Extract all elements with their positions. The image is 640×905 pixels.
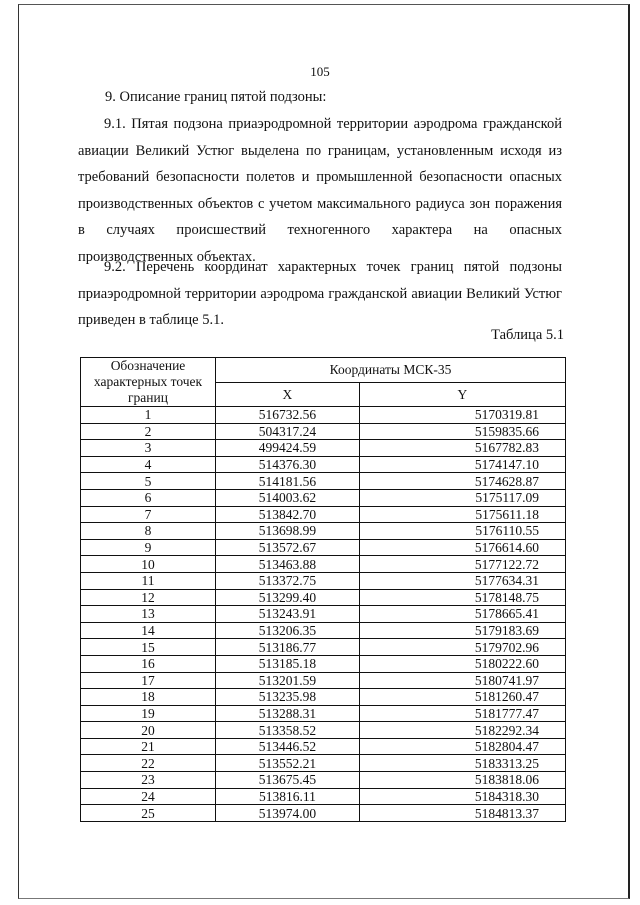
- table-row: [81, 639, 566, 656]
- cell-point-number: 1: [81, 407, 216, 424]
- cell-y: 5177634.31: [359, 572, 565, 589]
- cell-point-number: 17: [81, 672, 216, 689]
- cell-point-number: 25: [81, 805, 216, 822]
- cell-y: 5179183.69: [359, 622, 565, 639]
- cell-point-number: 8: [81, 523, 216, 540]
- table-row: [81, 722, 566, 739]
- cell-x: 513463.88: [216, 556, 360, 573]
- cell-x: 514003.62: [216, 489, 360, 506]
- cell-y: 5174628.87: [359, 473, 565, 490]
- cell-x: 513816.11: [216, 788, 360, 805]
- cell-x: 514181.56: [216, 473, 360, 490]
- cell-point-number: 21: [81, 738, 216, 755]
- cell-x: 513201.59: [216, 672, 360, 689]
- cell-x: 514376.30: [216, 456, 360, 473]
- cell-x: 513698.99: [216, 523, 360, 540]
- table-row: [81, 407, 566, 424]
- table-row: [81, 606, 566, 623]
- page-number: 105: [310, 64, 330, 79]
- table-row: [81, 755, 566, 772]
- cell-y: 5176110.55: [359, 523, 565, 540]
- cell-point-number: 16: [81, 655, 216, 672]
- cell-x: 513235.98: [216, 689, 360, 706]
- cell-x: 513186.77: [216, 639, 360, 656]
- cell-point-number: 22: [81, 755, 216, 772]
- cell-point-number: 5: [81, 473, 216, 490]
- cell-x: 513572.67: [216, 539, 360, 556]
- cell-y: 5170319.81: [359, 407, 565, 424]
- cell-y: 5180222.60: [359, 655, 565, 672]
- header-point-designation: Обозначение характерных точек границ: [81, 358, 216, 407]
- cell-y: 5180741.97: [359, 672, 565, 689]
- header-y: Y: [359, 382, 565, 407]
- table-caption: Таблица 5.1: [491, 327, 564, 343]
- cell-x: 504317.24: [216, 423, 360, 440]
- cell-x: 513358.52: [216, 722, 360, 739]
- cell-point-number: 15: [81, 639, 216, 656]
- coordinates-table: [80, 357, 566, 822]
- cell-point-number: 14: [81, 622, 216, 639]
- cell-x: 513974.00: [216, 805, 360, 822]
- table-row: [81, 655, 566, 672]
- cell-y: 5167782.83: [359, 440, 565, 457]
- cell-point-number: 12: [81, 589, 216, 606]
- table-body: [81, 407, 566, 822]
- table-row: [81, 556, 566, 573]
- header-x: X: [216, 382, 360, 407]
- table-row: [81, 523, 566, 540]
- cell-y: 5182804.47: [359, 738, 565, 755]
- table-row: [81, 738, 566, 755]
- cell-y: 5181777.47: [359, 705, 565, 722]
- table-row: [81, 705, 566, 722]
- table-row: [81, 473, 566, 490]
- cell-point-number: 10: [81, 556, 216, 573]
- cell-point-number: 20: [81, 722, 216, 739]
- cell-y: 5175611.18: [359, 506, 565, 523]
- table-row: [81, 805, 566, 822]
- paragraph-9-1: 9.1. Пятая подзона приаэродромной территории аэродрома гражданской авиации Великий Устюг выделена по границам, установленным исходя из требований безопасности полетов и промышленной безопасности опасных производственных объектов с учетом максимального радиуса зон поражения в случаях происшествий техногенного характера на опасных производственных объектах.: [78, 116, 562, 265]
- cell-y: 5181260.47: [359, 689, 565, 706]
- cell-y: 5177122.72: [359, 556, 565, 573]
- cell-y: 5176614.60: [359, 539, 565, 556]
- cell-x: 513185.18: [216, 655, 360, 672]
- cell-point-number: 4: [81, 456, 216, 473]
- table-row: [81, 689, 566, 706]
- table-row: [81, 622, 566, 639]
- cell-y: 5175117.09: [359, 489, 565, 506]
- cell-x: 513372.75: [216, 572, 360, 589]
- cell-point-number: 3: [81, 440, 216, 457]
- cell-point-number: 7: [81, 506, 216, 523]
- cell-y: 5159835.66: [359, 423, 565, 440]
- cell-x: 499424.59: [216, 440, 360, 457]
- cell-y: 5184813.37: [359, 805, 565, 822]
- table-row: [81, 572, 566, 589]
- cell-y: 5184318.30: [359, 788, 565, 805]
- cell-point-number: 13: [81, 606, 216, 623]
- cell-x: 516732.56: [216, 407, 360, 424]
- cell-x: 513206.35: [216, 622, 360, 639]
- cell-point-number: 24: [81, 788, 216, 805]
- cell-y: 5183818.06: [359, 772, 565, 789]
- cell-point-number: 2: [81, 423, 216, 440]
- cell-y: 5178665.41: [359, 606, 565, 623]
- cell-x: 513842.70: [216, 506, 360, 523]
- paragraph-9-2: 9.2. Перечень координат характерных точек границ пятой подзоны приаэродромной территории аэродрома гражданской авиации Великий Устюг приведен в таблице 5.1.: [78, 259, 562, 328]
- cell-point-number: 18: [81, 689, 216, 706]
- cell-point-number: 11: [81, 572, 216, 589]
- table-row: [81, 539, 566, 556]
- cell-y: 5183313.25: [359, 755, 565, 772]
- table-row: [81, 672, 566, 689]
- table-row: [81, 506, 566, 523]
- table-row: [81, 772, 566, 789]
- cell-point-number: 9: [81, 539, 216, 556]
- section-heading: 9. Описание границ пятой подзоны:: [105, 89, 327, 105]
- table-row: [81, 423, 566, 440]
- table-row: [81, 440, 566, 457]
- cell-y: 5178148.75: [359, 589, 565, 606]
- cell-point-number: 23: [81, 772, 216, 789]
- cell-x: 513675.45: [216, 772, 360, 789]
- cell-x: 513288.31: [216, 705, 360, 722]
- table-row: [81, 489, 566, 506]
- cell-y: 5174147.10: [359, 456, 565, 473]
- table-row: [81, 589, 566, 606]
- cell-x: 513552.21: [216, 755, 360, 772]
- table-row: [81, 456, 566, 473]
- header-coordinates: Координаты МСК-35: [216, 358, 566, 383]
- cell-y: 5182292.34: [359, 722, 565, 739]
- cell-x: 513446.52: [216, 738, 360, 755]
- cell-point-number: 19: [81, 705, 216, 722]
- cell-x: 513299.40: [216, 589, 360, 606]
- cell-y: 5179702.96: [359, 639, 565, 656]
- table-row: [81, 788, 566, 805]
- cell-x: 513243.91: [216, 606, 360, 623]
- cell-point-number: 6: [81, 489, 216, 506]
